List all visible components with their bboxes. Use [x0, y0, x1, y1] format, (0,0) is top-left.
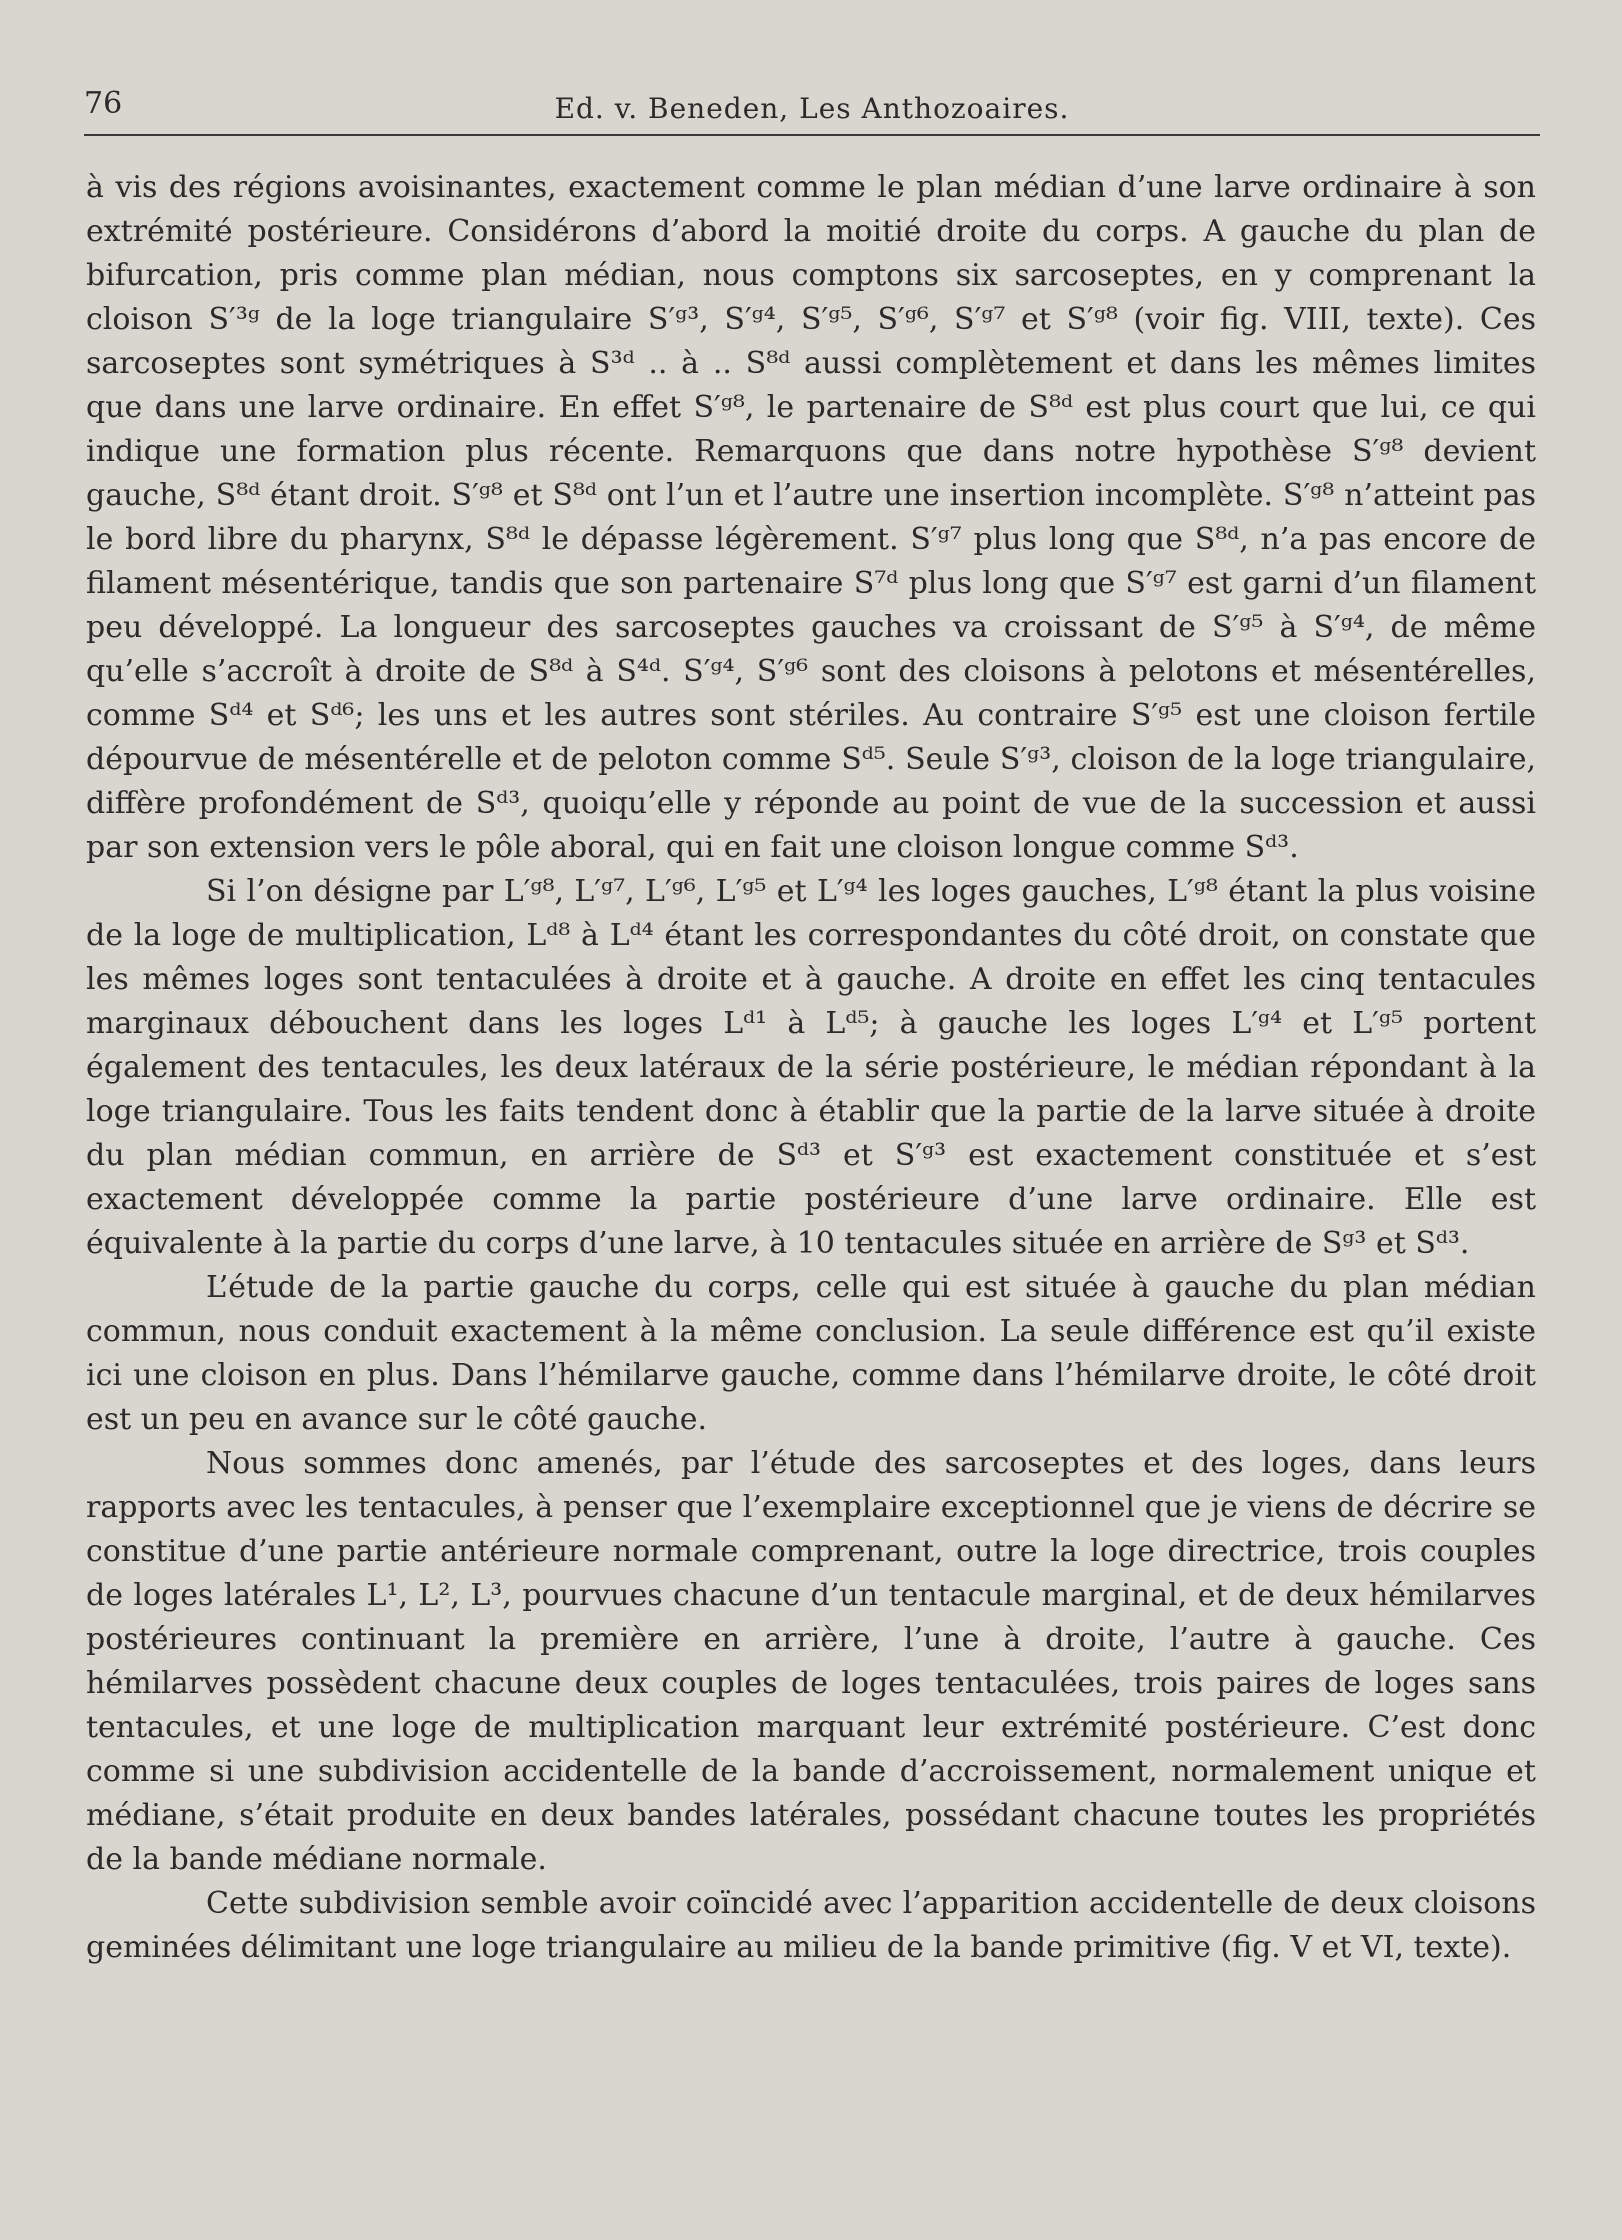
- paragraph-5: Cette subdivision semble avoir coïncidé avec l’apparition accidentelle de deux cloisons geminées délimitant une loge triangulaire au milieu de la bande primitive (fig. V et VI, texte).: [86, 1886, 1536, 1965]
- page-header: [84, 86, 1540, 136]
- body-text: [86, 166, 1536, 1970]
- paragraph-4: Nous sommes donc amenés, par l’étude des sarcoseptes et des loges, dans leurs rapports avec les tentacules, à penser que l’exemplaire exceptionnel que je viens de décrire se constitue d’une partie antérieure normale comprenant, outre la loge directrice, trois couples de loges latérales L¹, L², L³, pourvues chacune d’un tentacule marginal, et de deux hémilarves postérieures continuant la première en arrière, l’une à droite, l’autre à gauche. Ces hémilarves possèdent chacune deux couples de loges tentaculées, trois paires de loges sans tentacules, et une loge de multiplication marquant leur extrémité postérieure. C’est donc comme si une subdivision accidentelle de la bande d’accroissement, normalement unique et médiane, s’était produite en deux bandes latérales, possédant chacune toutes les propriétés de la bande médiane normale.: [86, 1446, 1536, 1877]
- paragraph-1: à vis des régions avoisinantes, exactement comme le plan médian d’une larve ordinaire à son extrémité postérieure. Considérons d’abord la moitié droite du corps. A gauche du plan de bifurcation, pris comme plan médian, nous comptons six sarcoseptes, en y comprenant la cloison S′³ᵍ de la loge triangulaire S′ᵍ³, S′ᵍ⁴, S′ᵍ⁵, S′ᵍ⁶, S′ᵍ⁷ et S′ᵍ⁸ (voir fig. VIII, texte). Ces sarcoseptes sont symétriques à S³ᵈ .. à .. S⁸ᵈ aussi complètement et dans les mêmes limites que dans une larve ordinaire. En effet S′ᵍ⁸, le partenaire de S⁸ᵈ est plus court que lui, ce qui indique une formation plus récente. Remarquons que dans notre hypothèse S′ᵍ⁸ devient gauche, S⁸ᵈ étant droit. S′ᵍ⁸ et S⁸ᵈ ont l’un et l’autre une insertion incomplète. S′ᵍ⁸ n’atteint pas le bord libre du pharynx, S⁸ᵈ le dépasse légèrement. S′ᵍ⁷ plus long que S⁸ᵈ, n’a pas encore de filament mésentérique, tandis que son partenaire S⁷ᵈ plus long que S′ᵍ⁷ est garni d’un filament peu développé. La longueur des sarcoseptes gauches va croissant de S′ᵍ⁵ à S′ᵍ⁴, de même qu’elle s’accroît à droite de S⁸ᵈ à S⁴ᵈ. S′ᵍ⁴, S′ᵍ⁶ sont des cloisons à pelotons et mésentérelles, comme Sᵈ⁴ et Sᵈ⁶; les uns et les autres sont stériles. Au contraire S′ᵍ⁵ est une cloison fertile dépourvue de mésentérelle et de peloton comme Sᵈ⁵. Seule S′ᵍ³, cloison de la loge triangulaire, diffère profondément de Sᵈ³, quoiqu’elle y réponde au point de vue de la succession et aussi par son extension vers le pôle aboral, qui en fait une cloison longue comme Sᵈ³.: [86, 170, 1536, 865]
- paragraph-3: L’étude de la partie gauche du corps, celle qui est située à gauche du plan médian commun, nous conduit exactement à la même conclusion. La seule différence est qu’il existe ici une cloison en plus. Dans l’hémilarve gauche, comme dans l’hémilarve droite, le côté droit est un peu en avance sur le côté gauche.: [86, 1270, 1536, 1437]
- paragraph-2: Si l’on désigne par L′ᵍ⁸, L′ᵍ⁷, L′ᵍ⁶, L′ᵍ⁵ et L′ᵍ⁴ les loges gauches, L′ᵍ⁸ étant la plus voisine de la loge de multiplication, Lᵈ⁸ à Lᵈ⁴ étant les correspondantes du côté droit, on constate que les mêmes loges sont tentaculées à droite et à gauche. A droite en effet les cinq tentacules marginaux débouchent dans les loges Lᵈ¹ à Lᵈ⁵; à gauche les loges L′ᵍ⁴ et L′ᵍ⁵ portent également des tentacules, les deux latéraux de la série postérieure, le médian répondant à la loge triangulaire. Tous les faits tendent donc à établir que la partie de la larve située à droite du plan médian commun, en arrière de Sᵈ³ et S′ᵍ³ est exactement constituée et s’est exactement développée comme la partie postérieure d’une larve ordinaire. Elle est équivalente à la partie du corps d’une larve, à 10 tentacules située en arrière de Sᵍ³ et Sᵈ³.: [86, 874, 1536, 1261]
- running-head: Ed. v. Beneden, Les Anthozoaires.: [554, 92, 1070, 125]
- header-rule: [84, 134, 1540, 136]
- page-number: 76: [84, 86, 123, 121]
